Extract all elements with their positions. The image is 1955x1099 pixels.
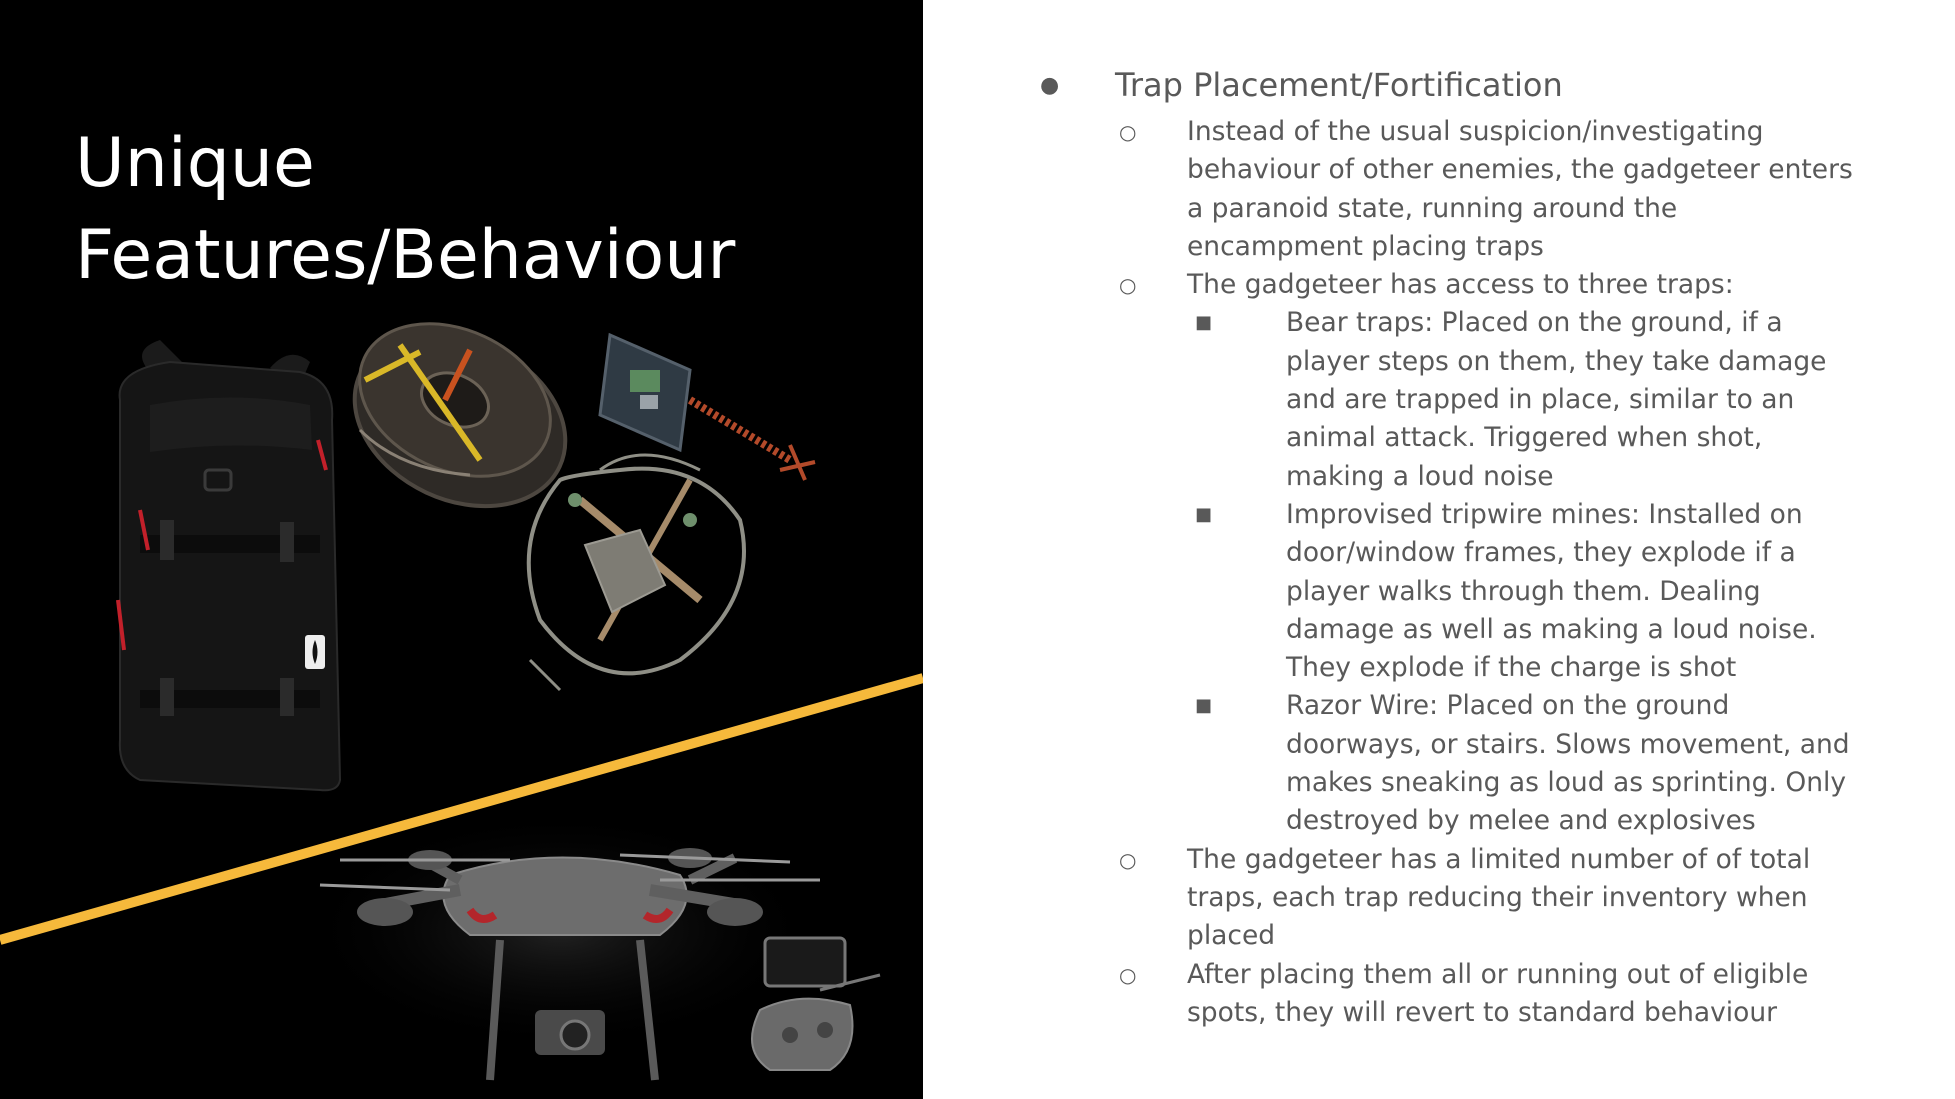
slide-title-line-2: Features/Behaviour (75, 216, 736, 295)
detonator-image (600, 335, 815, 480)
trap-list (1187, 304, 1920, 840)
trap-line: and are trapped in place, similar to an (1286, 384, 1795, 416)
trap-item-bear-traps (1187, 304, 1920, 495)
slide-title (75, 118, 735, 302)
trap-line: player walks through them. Dealing (1286, 575, 1761, 607)
sub-bullet-line: encampment placing traps (1187, 230, 1544, 262)
hollow-bullet-icon: ○ (1119, 962, 1137, 987)
bullet-trap-placement (1040, 58, 1920, 1032)
trap-line: They explode if the charge is shot (1286, 652, 1737, 684)
sub-bullet-line: a paranoid state, running around the (1187, 192, 1678, 224)
square-bullet-icon: ■ (1195, 503, 1213, 525)
trap-line: Razor Wire: Placed on the ground (1286, 690, 1730, 722)
drone-image (300, 810, 820, 1080)
trap-line: door/window frames, they explode if a (1286, 537, 1796, 569)
bullet-heading: Trap Placement/Fortification (1115, 66, 1563, 104)
hollow-bullet-icon: ○ (1119, 847, 1137, 872)
sub-bullet-line: After placing them all or running out of eligible (1187, 958, 1809, 990)
trap-item-tripwire-mines (1187, 496, 1920, 687)
bullet-content (1040, 58, 1920, 1032)
tripwire-trap-image (529, 455, 744, 690)
left-image-panel (0, 0, 923, 1099)
slide-title-line-1: Unique (75, 124, 315, 203)
sub-bullet-line: behaviour of other enemies, the gadgeteer enters (1187, 154, 1853, 186)
bullet-list (1040, 58, 1920, 1032)
sub-bullet-paranoid-state (1115, 113, 1920, 266)
sub-bullet-three-traps (1115, 266, 1920, 840)
trap-line: makes sneaking as loud as sprinting. Only (1286, 767, 1847, 799)
square-bullet-icon: ■ (1195, 695, 1213, 717)
sub-bullet-line: traps, each trap reducing their inventory when (1187, 881, 1808, 913)
trap-line: Bear traps: Placed on the ground, if a (1286, 307, 1783, 339)
trap-line: doorways, or stairs. Slows movement, and (1286, 728, 1850, 760)
sub-bullet-list (1115, 113, 1920, 1032)
backpack-image (118, 340, 340, 790)
filled-bullet-icon: ● (1040, 73, 1060, 98)
hollow-bullet-icon: ○ (1119, 120, 1137, 144)
sub-bullet-line: placed (1187, 920, 1276, 952)
sub-bullet-revert-behaviour (1115, 956, 1920, 1033)
trap-item-razor-wire (1187, 687, 1920, 840)
hollow-bullet-icon: ○ (1119, 273, 1137, 298)
sub-bullet-line: Instead of the usual suspicion/investigating (1187, 116, 1764, 147)
trap-line: making a loud noise (1286, 460, 1554, 492)
sub-bullet-line: spots, they will revert to standard behaviour (1187, 996, 1778, 1028)
square-bullet-icon: ■ (1195, 312, 1213, 334)
trap-line: damage as well as making a loud noise. (1286, 613, 1817, 645)
sub-bullet-limited-traps (1115, 841, 1920, 956)
trap-line: destroyed by melee and explosives (1286, 805, 1756, 837)
trap-line: Improvised tripwire mines: Installed on (1286, 498, 1803, 530)
sub-bullet-line: The gadgeteer has access to three traps: (1187, 269, 1734, 301)
trap-line: animal attack. Triggered when shot, (1286, 422, 1763, 454)
trap-line: player steps on them, they take damage (1286, 345, 1827, 377)
sub-bullet-line: The gadgeteer has a limited number of of total (1187, 843, 1811, 875)
wire-spool-image (326, 294, 593, 539)
drone-controller-image (752, 938, 880, 1070)
